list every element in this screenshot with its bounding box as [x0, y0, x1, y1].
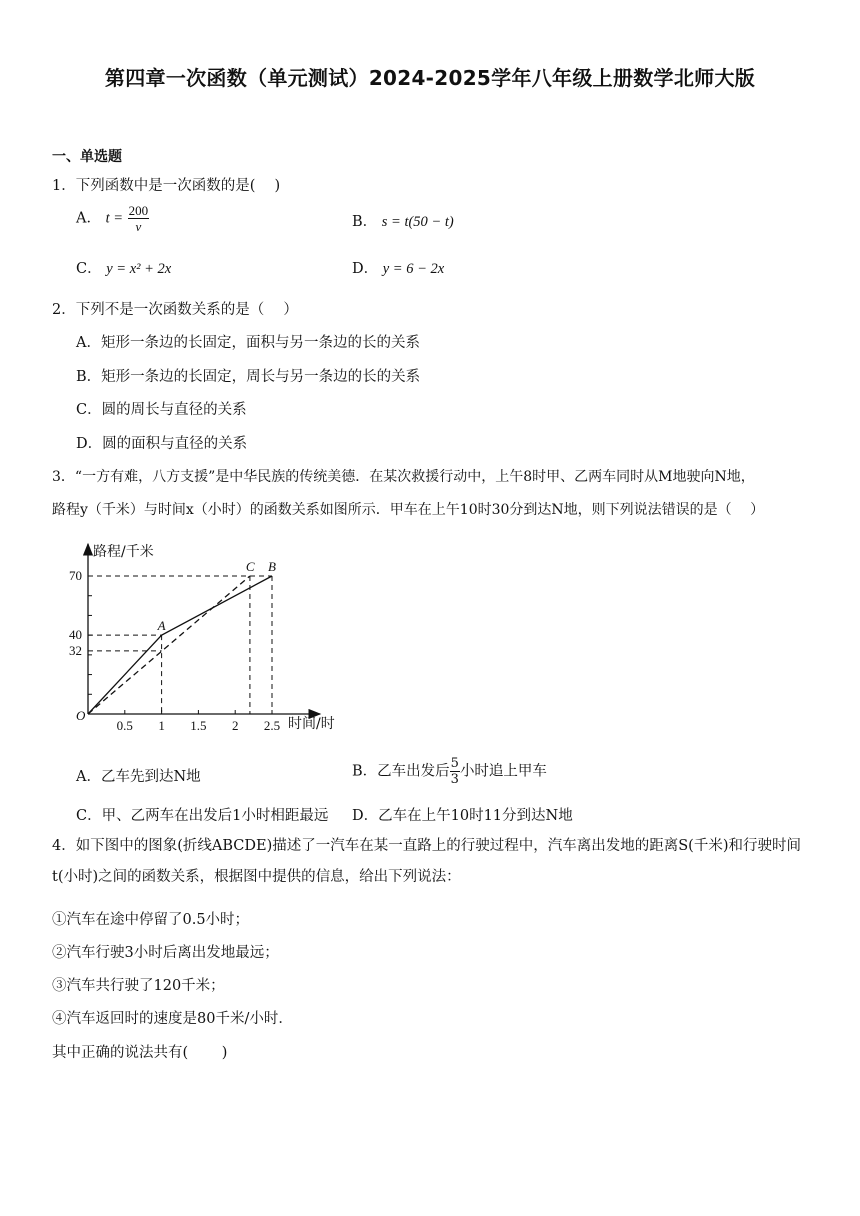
q1-option-d-expr: y = 6 − 2x: [382, 261, 445, 277]
q4-statement-1: ①汽车在途中停留了0.5小时；: [52, 912, 250, 928]
q2-option-a: A．矩形一条边的长固定，面积与另一条边的长的关系: [76, 335, 420, 351]
q1-option-b-label: B．: [352, 214, 378, 230]
q1-option-a-denominator: v: [135, 219, 142, 234]
series-dashed-line: [88, 576, 250, 714]
q4-stem: 4．如下图中的图象(折线ABCDE)描述了一汽车在某一直路上的行驶过程中，汽车离出发地的距离S(千米)和行驶时间t(小时)之间的函数关系，根据图中提供的信息，给出下列说法：: [52, 838, 801, 885]
q1-option-c: [76, 257, 171, 278]
q1-option-a-label: A．: [76, 210, 101, 227]
q1-option-d: [352, 257, 444, 278]
q3-option-b: [352, 757, 547, 786]
q3-stem-line2: 路程y（千米）与时间x（小时）的函数关系如图所示．甲车在上午10时30分到达N地，则下列说法错误的是（ ）: [52, 502, 765, 518]
q1-stem: 1．下列函数中是一次函数的是( ): [52, 178, 281, 194]
series-solid-line: [88, 576, 272, 714]
x-tick-label: 1: [158, 718, 165, 733]
q1-option-c-expr: y = x² + 2x: [106, 261, 172, 277]
point-label: C: [245, 559, 255, 574]
q1-option-b-expr: s = t(50 − t): [381, 214, 454, 230]
q4-statement-4: ④汽车返回时的速度是80千米/小时．: [52, 1011, 293, 1027]
q2-stem: 2．下列不是一次函数关系的是（ ）: [52, 302, 298, 318]
q4-statement-3: ③汽车共行驶了120千米；: [52, 978, 225, 994]
q3-option-d: D．乙车在上午10时11分到达N地: [352, 808, 573, 824]
q3-option-b-fraction: [450, 757, 460, 786]
q1-option-d-label: D．: [352, 261, 379, 277]
q3-option-c: C．甲、乙两车在出发后1小时相距最远: [76, 808, 329, 824]
section-heading: 一、单选题: [52, 149, 122, 165]
q3-option-b-pre: B．乙车出发后: [352, 763, 450, 780]
x-tick-label: 2.5: [263, 718, 281, 733]
q4-statement-2: ②汽车行驶3小时后离出发地最远；: [52, 945, 279, 961]
q1-option-a: [76, 204, 149, 233]
point-label: B: [268, 559, 276, 574]
q1-option-a-fraction: [128, 204, 150, 233]
q3-option-b-post: 小时追上甲车: [459, 763, 547, 780]
q1-option-b: [352, 210, 454, 231]
x-tick-label: 1.5: [190, 718, 207, 733]
y-tick-label: 32: [69, 642, 82, 658]
x-tick-label: 2: [231, 718, 239, 733]
y-tick-label: 70: [69, 568, 82, 583]
q3-option-a: A．乙车先到达N地: [76, 769, 201, 785]
q2-option-b: B．矩形一条边的长固定，周长与另一条边的长的关系: [76, 369, 421, 385]
q1-option-c-label: C．: [76, 261, 102, 277]
y-axis-label: 路程/千米: [93, 544, 154, 560]
y-tick-label: 40: [69, 627, 82, 643]
q2-option-d: D．圆的面积与直径的关系: [76, 436, 248, 452]
page-title: 第四章一次函数（单元测试）2024-2025学年八年级上册数学北师大版: [104, 66, 756, 90]
q3-option-b-numerator: 5: [450, 756, 459, 771]
q3-stem-line1: 3．“一方有难，八方支援”是中华民族的传统美德．在某次救援行动中，上午8时甲、乙两车同时从M地驶向N地，: [52, 469, 755, 485]
x-axis-label: 时间/时: [288, 716, 335, 732]
q2-option-c: C．圆的周长与直径的关系: [76, 402, 247, 418]
q3-chart: [56, 538, 356, 738]
q3-option-b-denominator: 3: [450, 772, 459, 787]
q1-option-a-lhs: t =: [105, 210, 124, 227]
x-tick-label: 0.5: [116, 718, 133, 733]
origin-label: O: [76, 708, 86, 723]
point-label: A: [157, 618, 166, 634]
q4-ask: 其中正确的说法共有( ): [52, 1045, 228, 1061]
q1-option-a-numerator: 200: [128, 203, 149, 218]
